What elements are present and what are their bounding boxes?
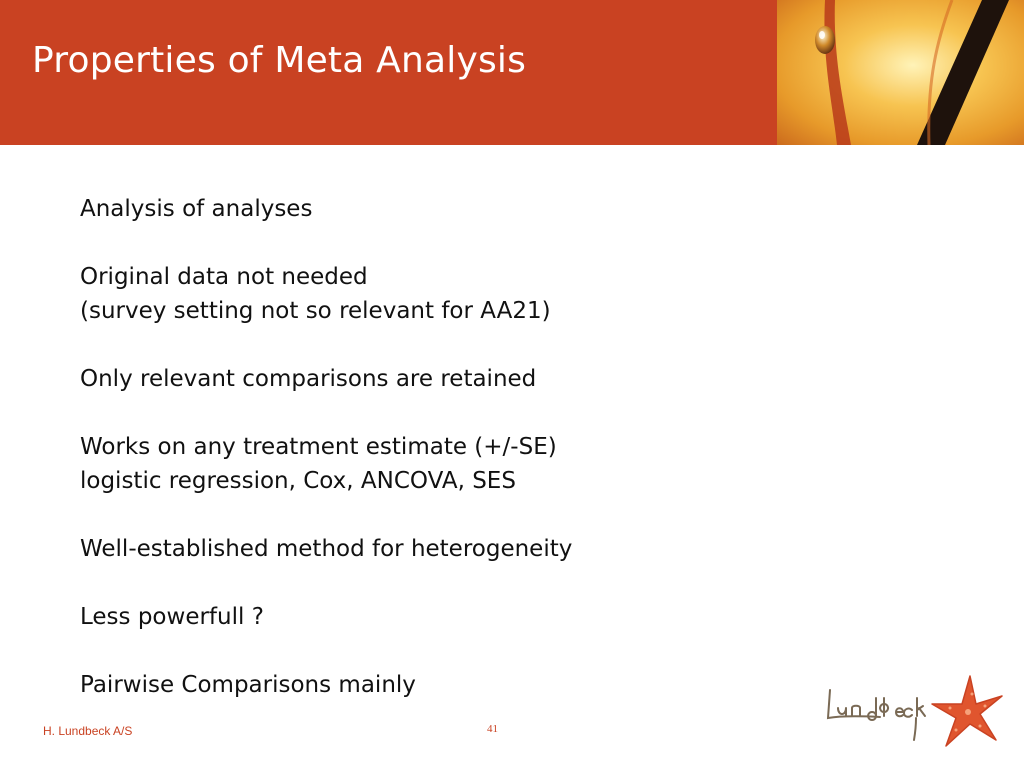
body-line: (survey setting not so relevant for AA21) xyxy=(80,298,551,324)
bullet-paragraph xyxy=(80,668,900,702)
footer-company: H. Lundbeck A/S xyxy=(43,724,133,738)
body-line: Original data not needed xyxy=(80,264,368,290)
body-line: Works on any treatment estimate (+/-SE) xyxy=(80,434,557,460)
slide-title: Properties of Meta Analysis xyxy=(32,40,527,81)
bullet-paragraph xyxy=(80,430,900,498)
header-photo xyxy=(777,0,1024,145)
body-line: Pairwise Comparisons mainly xyxy=(80,672,416,698)
slide-header xyxy=(0,0,1024,145)
starfish-icon xyxy=(932,676,1002,746)
body-line: Less powerfull ? xyxy=(80,604,264,630)
bullet-paragraph xyxy=(80,532,900,566)
body-line: Well-established method for heterogeneity xyxy=(80,536,573,562)
slide-body xyxy=(80,192,900,736)
page-number: 41 xyxy=(487,723,498,735)
bullet-paragraph xyxy=(80,260,900,328)
body-line: Analysis of analyses xyxy=(80,196,313,222)
bullet-paragraph xyxy=(80,192,900,226)
body-line: Only relevant comparisons are retained xyxy=(80,366,537,392)
bullet-paragraph xyxy=(80,362,900,396)
body-line: logistic regression, Cox, ANCOVA, SES xyxy=(80,468,516,494)
bullet-paragraph xyxy=(80,600,900,634)
wordmark-icon xyxy=(828,690,925,740)
lundbeck-logo xyxy=(820,670,1010,755)
